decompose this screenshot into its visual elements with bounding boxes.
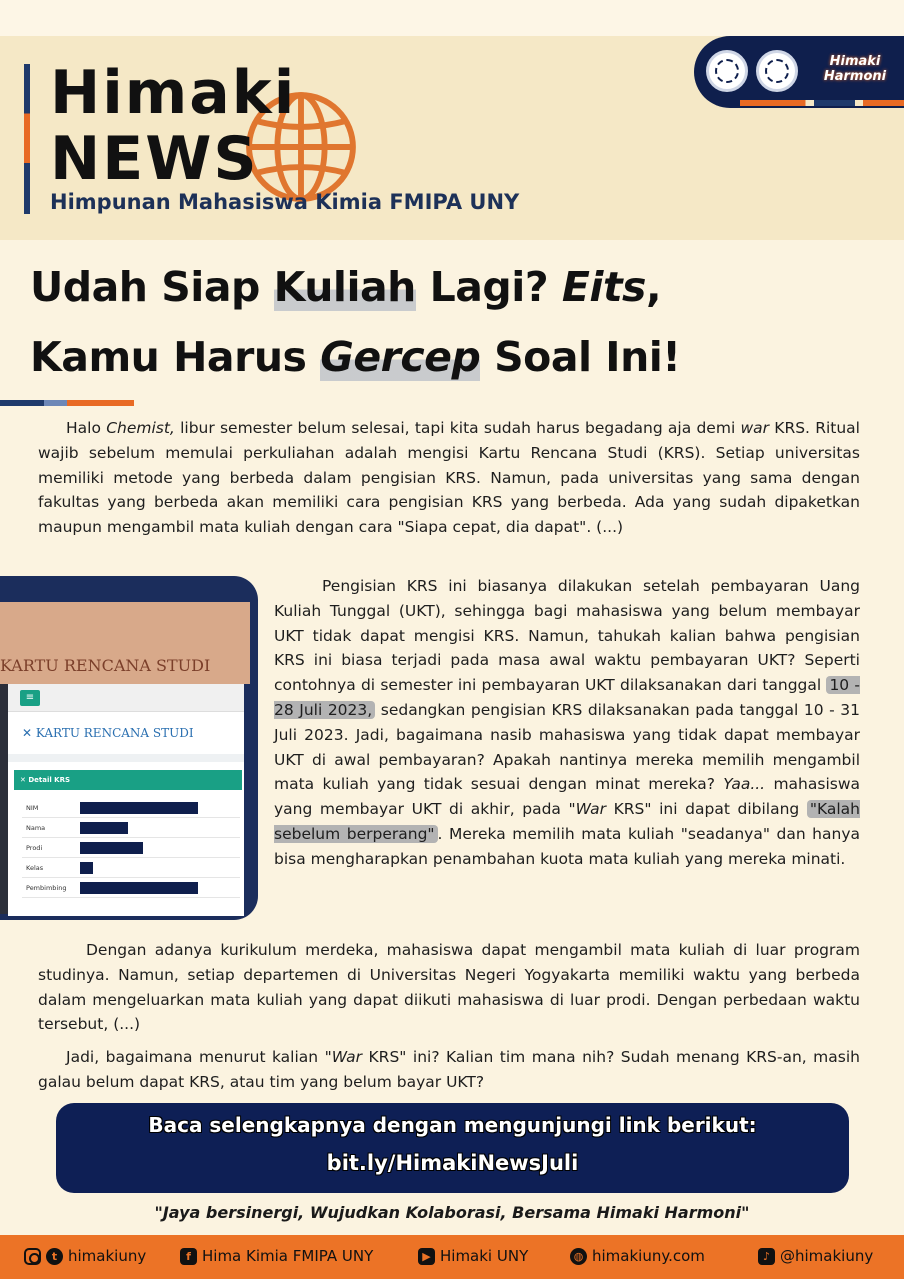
krs-row: Pembimbing <box>26 880 240 898</box>
krs-page-title: KARTU RENCANA STUDI <box>0 656 211 675</box>
web-icon: ◍ <box>570 1248 587 1265</box>
brand-title-himaki: Himaki <box>50 58 297 128</box>
detail-krs-header: ✕ Detail KRS <box>14 770 242 790</box>
logo-badge <box>694 36 904 108</box>
read-more-link[interactable]: bit.ly/HimakiNewsJuli <box>326 1151 579 1175</box>
redacted-value <box>80 822 128 834</box>
krs-heading: ✕ KARTU RENCANA STUDI <box>22 726 194 740</box>
headline-highlight: Kuliah <box>273 263 416 311</box>
menu-icon: ≡ <box>20 690 40 706</box>
instagram-icon <box>24 1248 41 1265</box>
redacted-value <box>80 862 93 874</box>
redacted-value <box>80 802 198 814</box>
twitter-icon: t <box>46 1248 63 1265</box>
headline: Udah Siap Kuliah Lagi? Eits, Kamu Harus Gercep Soal Ini! <box>30 263 681 381</box>
divider-stripe <box>0 400 134 406</box>
tiktok-icon: ♪ <box>758 1248 775 1265</box>
uny-logo <box>706 50 748 92</box>
badge-stripes <box>740 100 904 106</box>
paragraph-kurikulum: Dengan adanya kurikulum merdeka, mahasiswa dapat mengambil mata kuliah di luar program studinya. Namun, setiap departemen di Universitas Negeri Yogyakarta memiliki waktu yang berbeda dalam mengeluarkan mata kuliah yang dapat diikuti mahasiswa di luar prodi. Dengan perbedaan waktu tersebut, (...) <box>38 941 860 1034</box>
krs-row: NIM <box>26 800 240 818</box>
krs-row: Kelas <box>26 860 240 878</box>
social-website[interactable]: ◍ himakiuny.com <box>570 1245 705 1267</box>
social-tiktok[interactable]: ♪ @himakiuny <box>758 1245 873 1267</box>
brand-title-news: NEWS <box>50 124 259 194</box>
himaki-logo <box>756 50 798 92</box>
krs-screenshot <box>0 576 258 920</box>
headline-highlight-2: Gercep <box>320 333 481 381</box>
social-instagram-twitter[interactable]: t himakiuny <box>24 1245 146 1267</box>
facebook-icon: f <box>180 1248 197 1265</box>
motto: "Jaya bersinergi, Wujudkan Kolaborasi, Bersama Himaki Harmoni" <box>154 1203 750 1222</box>
redacted-value <box>80 882 198 894</box>
paragraph-closing: Jadi, bagaimana menurut kalian "War KRS" ini? Kalian tim mana nih? Sudah menang KRS-an, masih galau belum dapat KRS, atau tim yang belum bayar UKT? <box>38 1048 860 1091</box>
date-highlight: 10 - 28 Juli 2023, <box>274 676 860 719</box>
accent-bar <box>24 64 30 214</box>
social-youtube[interactable]: ▶ Himaki UNY <box>418 1245 528 1267</box>
paragraph-ukt: Pengisian KRS ini biasanya dilakukan setelah pembayaran Uang Kuliah Tunggal (UKT), sehingga bagi mahasiswa yang belum membayar UKT tidak dapat mengisi KRS. Namun, tahukah kalian bahwa pengisian KRS ini biasa terjadi pada masa awal waktu pembayaran UKT? Seperti contohnya di semester ini pembayaran UKT dilaksanakan dari tanggal 10 - 28 Juli 2023, sedangkan pengisian KRS dilaksanakan pada tanggal 10 - 31 Juli 2023. Jadi, bagaimana nasib mahasiswa yang tidak dapat membayar UKT di awal pembayaran? Apakah nantinya mereka memilih mengambil mata kuliah yang tidak sesuai dengan minat mereka? Yaa... mahasiswa yang membayar UKT di akhir, pada "War KRS" ini dapat dibilang "Kalah sebelum berperang" . Mereka memilih mata kuliah "seadanya" dan hanya bisa mengharapkan penambahan kuota mata kuliah yang mereka minati. <box>274 577 861 868</box>
top-strip <box>0 0 904 36</box>
read-more-banner[interactable] <box>56 1103 849 1193</box>
krs-row: Nama <box>26 820 240 838</box>
brand-subtitle: Himpunan Mahasiswa Kimia FMIPA UNY <box>50 190 520 214</box>
krs-row: Prodi <box>26 840 240 858</box>
footer-social-bar <box>0 1235 904 1279</box>
paragraph-intro: Halo Chemist, libur semester belum selesai, tapi kita sudah harus begadang aja demi war KRS. Ritual wajib sebelum memulai perkuliahan adalah mengisi Kartu Rencana Studi (KRS). Setiap universitas memiliki metode yang berbeda dalam pengisian KRS. Namun, pada universitas yang sama dengan fakultas yang berbeda akan memiliki cara pengisian KRS yang berbeda. Ada yang sudah dipaketkan maupun mengambil mata kuliah dengan cara "Siapa cepat, dia dapat". (...) <box>38 419 860 537</box>
krs-panel <box>8 684 244 916</box>
youtube-icon: ▶ <box>418 1248 435 1265</box>
redacted-value <box>80 842 143 854</box>
himaki-harmoni-logo: Himaki Harmoni <box>823 54 887 84</box>
read-more-label: Baca selengkapnya dengan mengunjungi link berikut: <box>148 1113 757 1137</box>
phrase-highlight: "Kalah sebelum berperang" <box>274 800 861 843</box>
social-facebook[interactable]: f Hima Kimia FMIPA UNY <box>180 1245 373 1267</box>
